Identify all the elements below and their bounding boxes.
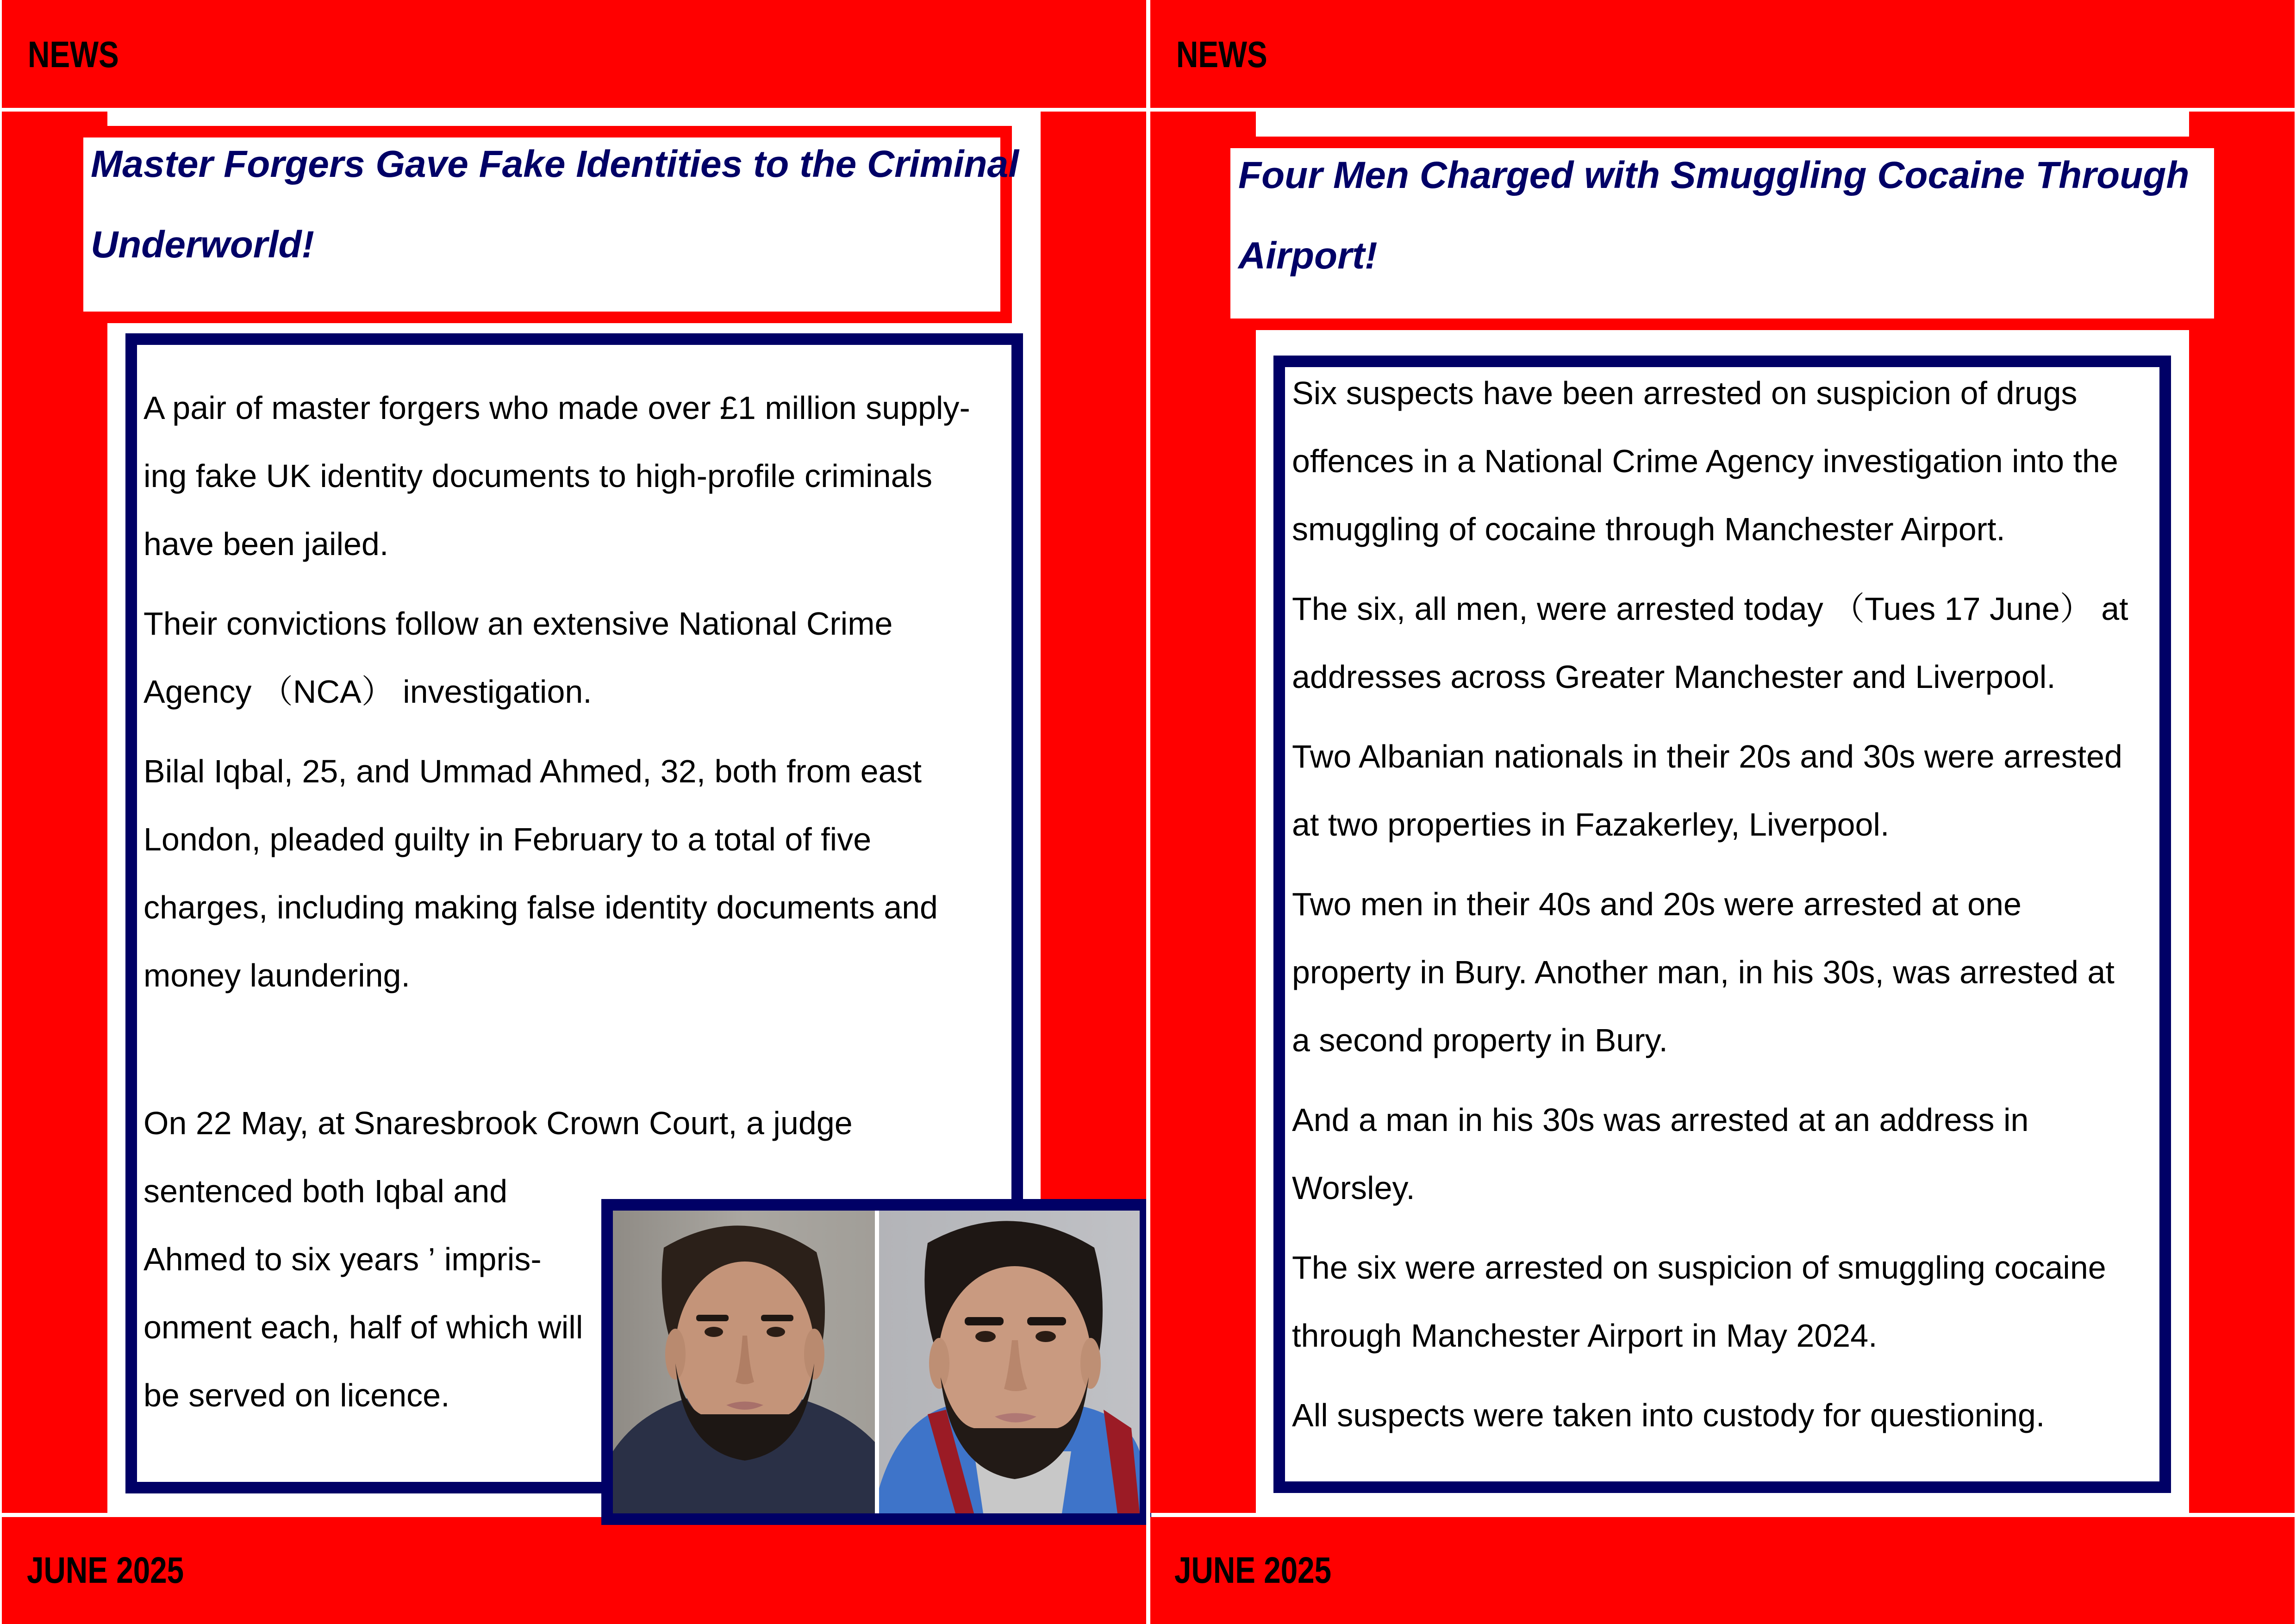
mugshot-left <box>613 1211 875 1513</box>
paragraph <box>1292 870 2128 1074</box>
text-line: The six, all men, were arrested today （Tues 17 June） at <box>1292 591 2128 627</box>
text-line: A pair of master forgers who made over £1 million supply- <box>144 390 970 426</box>
text-line: smuggling of cocaine through Manchester Airport. <box>1292 511 2005 547</box>
text-line: be served on licence. <box>144 1377 450 1413</box>
headline <box>1238 135 2189 296</box>
paragraph <box>144 590 970 726</box>
paragraph <box>1292 1381 2128 1449</box>
paragraph <box>1292 1086 2128 1222</box>
text-line: offences in a National Crime Agency investigation into the <box>1292 443 2118 479</box>
text-line: On 22 May, at Snaresbrook Crown Court, a judge <box>144 1105 853 1141</box>
text-line: Agency （NCA） investigation. <box>144 674 592 710</box>
footer-label: JUNE 2025 <box>1174 1549 1332 1591</box>
mugshot-photo <box>601 1199 1151 1525</box>
text-line: charges, including making false identity documents and <box>144 889 938 925</box>
text-line: addresses across Greater Manchester and Liverpool. <box>1292 659 2056 695</box>
header-band <box>2 0 1146 108</box>
text-line: And a man in his 30s was arrested at an address in <box>1292 1102 2029 1138</box>
page-divider <box>1146 0 1150 1624</box>
text-line: Their convictions follow an extensive National Crime <box>144 606 893 642</box>
headline-line: Four Men Charged with Smuggling Cocaine Through <box>1238 154 2190 196</box>
mugshot-right <box>879 1211 1140 1513</box>
headline-line: Master Forgers Gave Fake Identities to the Criminal <box>91 143 1019 185</box>
text-line: at two properties in Fazakerley, Liverpool. <box>1292 806 1890 843</box>
mugshot-image <box>613 1211 1140 1513</box>
text-line: London, pleaded guilty in February to a total of five <box>144 821 872 857</box>
article-body <box>1292 359 2128 1461</box>
text-line: All suspects were taken into custody for questioning. <box>1292 1397 2045 1433</box>
text-line: ing fake UK identity documents to high-profile criminals <box>144 458 933 494</box>
left-side-column <box>1150 112 1256 1513</box>
text-line: property in Bury. Another man, in his 30s, was arrested at <box>1292 954 2115 990</box>
text-line: a second property in Bury. <box>1292 1022 1668 1058</box>
text-line: through Manchester Airport in May 2024. <box>1292 1318 1878 1354</box>
text-line: Two Albanian nationals in their 20s and 30s were arrested <box>1292 738 2122 775</box>
text-line: The six were arrested on suspicion of smuggling cocaine <box>1292 1249 2106 1286</box>
paragraph <box>1292 723 2128 859</box>
paragraph <box>144 374 970 578</box>
right-side-column <box>2189 112 2295 1513</box>
headline <box>91 124 1019 285</box>
photo-divider <box>875 1211 879 1513</box>
paragraph <box>1292 359 2128 563</box>
text-line: onment each, half of which will <box>144 1309 583 1345</box>
text-line: Two men in their 40s and 20s were arrested at one <box>1292 886 2021 922</box>
headline-line: Underworld! <box>91 224 314 266</box>
header-label: NEWS <box>28 34 119 75</box>
text-line: Six suspects have been arrested on suspicion of drugs <box>1292 375 2078 411</box>
paragraph <box>1292 575 2128 711</box>
text-line: sentenced both Iqbal and <box>144 1173 508 1209</box>
text-line: Ahmed to six years ’ impris- <box>144 1241 542 1277</box>
paragraph <box>144 737 970 1010</box>
paragraph <box>1292 1234 2128 1370</box>
text-line: money laundering. <box>144 957 410 993</box>
text-line: Bilal Iqbal, 25, and Ummad Ahmed, 32, both from east <box>144 753 922 789</box>
header-band <box>1150 0 2295 108</box>
header-label: NEWS <box>1176 34 1267 75</box>
footer-label: JUNE 2025 <box>27 1549 184 1591</box>
text-line: Worsley. <box>1292 1170 1415 1206</box>
headline-line: Airport! <box>1238 235 1378 277</box>
text-line: have been jailed. <box>144 526 389 562</box>
